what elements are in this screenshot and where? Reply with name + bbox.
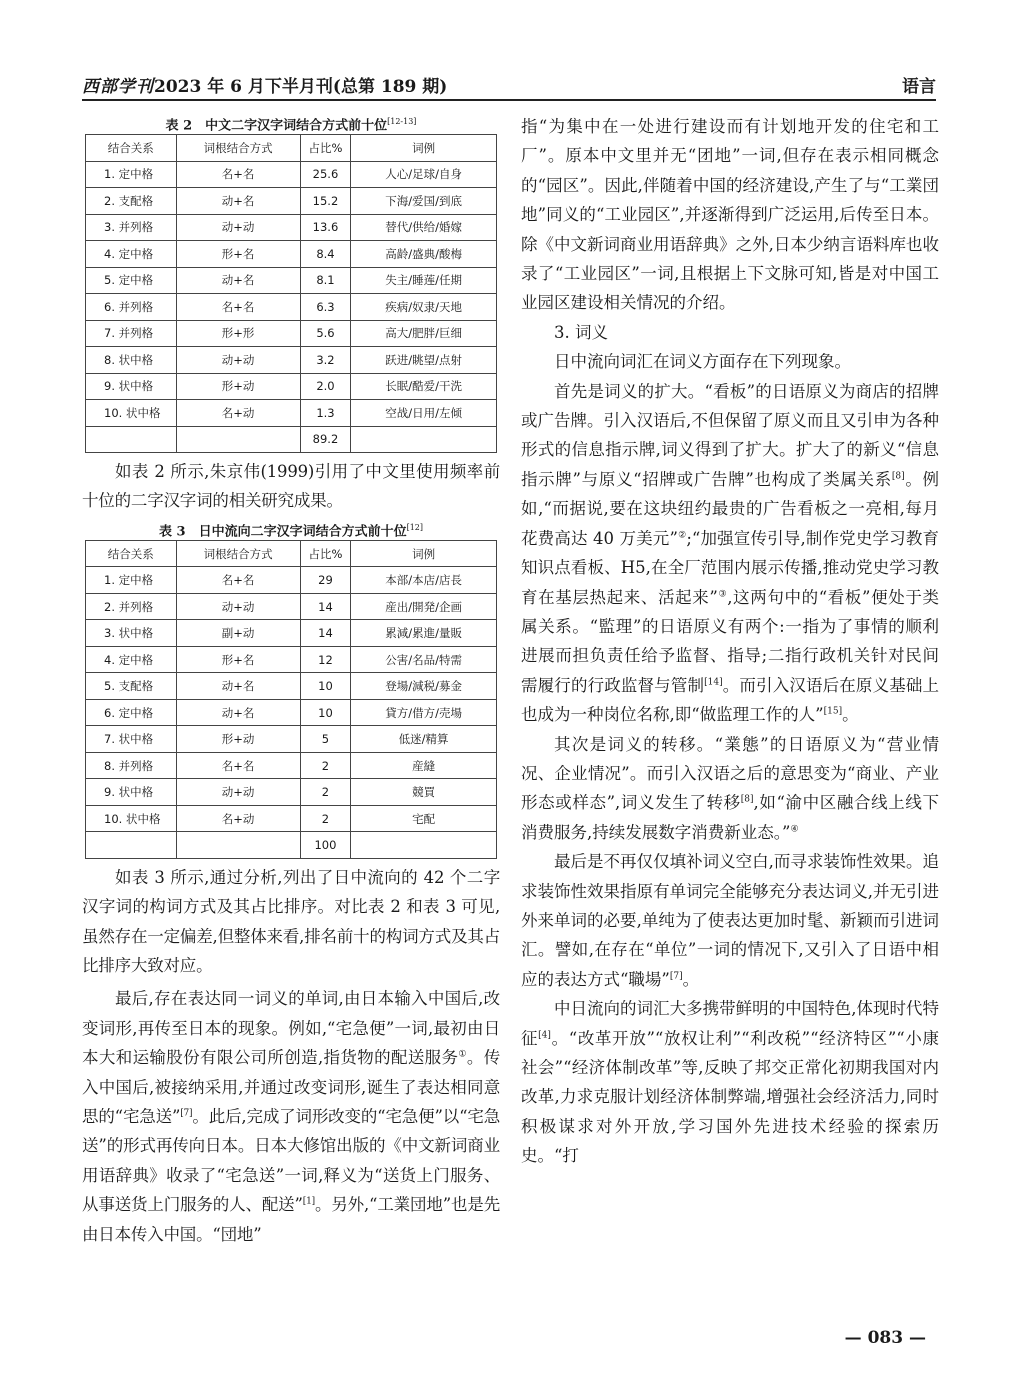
header-rule [82, 99, 936, 101]
table-cell: 12 [300, 646, 350, 673]
table-cell: 动+动 [176, 779, 300, 806]
journal-logo: 西部学刊 [82, 77, 154, 97]
table-cell: 6. 定中格 [86, 699, 177, 726]
paragraph: 日中流向词汇在词义方面存在下列现象。 [554, 352, 851, 372]
table-header-row [86, 540, 497, 567]
table-cell: 10. 状中格 [86, 805, 177, 832]
table-cell: 长眠/酷爱/干洗 [351, 373, 497, 400]
table-row [86, 752, 497, 779]
table3-ref: [12] [406, 522, 423, 532]
page-number: — 083 — [844, 1328, 926, 1348]
table-row [86, 593, 497, 620]
table-cell: 名+名 [176, 161, 300, 188]
table-cell: 4. 定中格 [86, 241, 177, 268]
table-row [86, 620, 497, 647]
table-cell: 6.3 [300, 294, 350, 321]
paragraph: 如表 3 所示,通过分析,列出了日中流向的 42 个二字汉字词的构词方式及其占比排序。对比表 2 和表 3 可见,虽然存在一定偏差,但整体来看,排名前十的构词方式及其占比排序大致对应。 [82, 867, 500, 976]
table-cell: 2 [300, 779, 350, 806]
table-cell: 公害/名品/特需 [351, 646, 497, 673]
section-heading: 3. 词义 [554, 322, 608, 342]
issue-info: 2023 年 6 月下半月刊(总第 189 期) [154, 77, 448, 97]
table-cell: 低迷/精算 [351, 726, 497, 753]
table-row [86, 188, 497, 215]
table-cell: 2.0 [300, 373, 350, 400]
table-cell: 登場/減税/募金 [351, 673, 497, 700]
table-row [86, 373, 497, 400]
table-cell: 9. 状中格 [86, 373, 177, 400]
table-cell: 貸方/借方/売場 [351, 699, 497, 726]
table-cell: 9. 状中格 [86, 779, 177, 806]
table-cell: 名+名 [176, 294, 300, 321]
table-cell [351, 832, 497, 859]
table-cell: 高龄/盛典/酸梅 [351, 241, 497, 268]
table-cell: 动+动 [176, 214, 300, 241]
table-cell: 名+动 [176, 805, 300, 832]
paragraph: 最后是不再仅仅填补词义空白,而寻求装饰性效果。追求装饰性效果指原有单词完全能够充分表达词义,并无引进外来单词的必要,单纯为了使表达更加时髦、新颖而引进词汇。譬如,在存在“单位”一词的情况下,又引入了日语中相应的表达方式“職場”[7]。 [521, 852, 939, 989]
right-column [521, 112, 939, 1171]
table-cell: 疾病/奴隶/天地 [351, 294, 497, 321]
table-cell: 5.6 [300, 320, 350, 347]
table-cell: 15.2 [300, 188, 350, 215]
table-row [86, 214, 497, 241]
table-cell: 10 [300, 673, 350, 700]
section-title: 语言 [902, 77, 936, 97]
table-cell: 动+名 [176, 673, 300, 700]
table-cell: 5 [300, 726, 350, 753]
table-row [86, 726, 497, 753]
table-cell: 3.2 [300, 347, 350, 374]
table-cell: 1.3 [300, 400, 350, 427]
table-cell: 形+名 [176, 646, 300, 673]
table-cell [86, 426, 177, 453]
table-cell: 动+名 [176, 188, 300, 215]
table-cell: 宅配 [351, 805, 497, 832]
table-cell [351, 426, 497, 453]
table-cell: 8.1 [300, 267, 350, 294]
table-cell: 形+动 [176, 373, 300, 400]
table-cell: 14 [300, 593, 350, 620]
paragraph: 指“为集中在一处进行建设而有计划地开发的住宅和工厂”。原本中文里并无“团地”一词,但存在表示相同概念的“园区”。因此,伴随着中国的经济建设,产生了与“工業団地”同义的“工业园区”,并逐渐得到广泛运用,后传至日本。除《中文新词商业用语辞典》之外,日本少纳言语料库也收录了“工业园区”一词,且根据上下文脉可知,皆是对中国工业园区建设相关情况的介绍。 [521, 117, 939, 313]
table-cell: 競買 [351, 779, 497, 806]
table2-ref: [12-13] [387, 117, 417, 126]
table-row [86, 779, 497, 806]
table-row [86, 267, 497, 294]
table-row [86, 426, 497, 453]
table-cell: 动+动 [176, 347, 300, 374]
table3 [85, 540, 497, 859]
table-cell: 13.6 [300, 214, 350, 241]
header-left [82, 72, 447, 97]
table2-caption: 表 2 中文二字汉字词结合方式前十位[12-13] [165, 117, 417, 134]
table-cell: 2 [300, 752, 350, 779]
table-cell [86, 832, 177, 859]
table-cell: 动+名 [176, 699, 300, 726]
table-cell: 29 [300, 567, 350, 594]
table-cell: 名+名 [176, 752, 300, 779]
table-cell: 14 [300, 620, 350, 647]
table-cell: 25.6 [300, 161, 350, 188]
table-cell: 3. 并列格 [86, 214, 177, 241]
table3-caption: 表 3 日中流向二字汉字词结合方式前十位[12] [159, 522, 423, 540]
table-cell: 7. 状中格 [86, 726, 177, 753]
table-row [86, 567, 497, 594]
table-cell: 累減/累進/量販 [351, 620, 497, 647]
table-cell: 3. 状中格 [86, 620, 177, 647]
table-header-cell: 词根结合方式 [176, 135, 300, 162]
paragraph: 其次是词义的转移。“業態”的日语原义为“营业情况、企业情况”。而引入汉语之后的意思变为“商业、产业形态或样态”,词义发生了转移[8],如“渝中区融合线上线下消费服务,持续发展数字消费新业态。”④ [521, 734, 939, 842]
table-cell: 8. 状中格 [86, 347, 177, 374]
paragraph: 中日流向的词汇大多携带鲜明的中国特色,体现时代特征[4]。“改革开放”“放权让利”“利改税”“经济特区”“小康社会”“经济体制改革”等,反映了邦交正常化初期我国对内改革,力求克服计划经济体制弊端,增强社会经济活力,同时积极谋求对外开放,学习国外先进技术经验的探索历史。“打 [521, 999, 940, 1166]
table-cell: 失主/睡莲/任期 [351, 267, 497, 294]
table-row [86, 320, 497, 347]
table-header-cell: 结合关系 [86, 540, 177, 567]
table-cell: 替代/供给/婚嫁 [351, 214, 497, 241]
table-row [86, 161, 497, 188]
table-row [86, 646, 497, 673]
table-row [86, 673, 497, 700]
table-cell: 跃进/眺望/点射 [351, 347, 497, 374]
paragraph: 如表 2 所示,朱京伟(1999)引用了中文里使用频率前十位的二字汉字词的相关研究成果。 [82, 462, 500, 511]
table-cell: 人心/足球/自身 [351, 161, 497, 188]
table-cell: 2. 并列格 [86, 593, 177, 620]
table-cell: 10. 状中格 [86, 400, 177, 427]
table-header-cell: 占比% [300, 540, 350, 567]
table-cell: 5. 支配格 [86, 673, 177, 700]
table-row [86, 241, 497, 268]
table-row [86, 347, 497, 374]
table-cell: 空战/日用/左倾 [351, 400, 497, 427]
table-cell: 6. 并列格 [86, 294, 177, 321]
table-cell: 形+动 [176, 726, 300, 753]
table-cell: 7. 并列格 [86, 320, 177, 347]
table-cell: 2. 支配格 [86, 188, 177, 215]
table-row [86, 699, 497, 726]
table2 [85, 134, 497, 453]
table-cell: 动+动 [176, 593, 300, 620]
table-header-cell: 词例 [351, 540, 497, 567]
table-cell: 形+名 [176, 241, 300, 268]
table-cell: 动+名 [176, 267, 300, 294]
table-row [86, 294, 497, 321]
table-cell: 副+动 [176, 620, 300, 647]
table-row [86, 832, 497, 859]
table-cell: 本部/本店/店長 [351, 567, 497, 594]
running-header [82, 70, 936, 98]
table-cell: 5. 定中格 [86, 267, 177, 294]
table-header-row [86, 135, 497, 162]
table-header-cell: 结合关系 [86, 135, 177, 162]
table-header-cell: 词例 [351, 135, 497, 162]
table-cell: 形+形 [176, 320, 300, 347]
table-cell: 8. 并列格 [86, 752, 177, 779]
table-cell: 産出/開発/企画 [351, 593, 497, 620]
table-cell: 4. 定中格 [86, 646, 177, 673]
table-cell [176, 832, 300, 859]
paragraph: 最后,存在表达同一词义的单词,由日本输入中国后,改变词形,再传至日本的现象。例如,“宅急便”一词,最初由日本大和运输股份有限公司所创造,指货物的配送服务①。传入中国后,被接纳采用,并通过改变词形,诞生了表达相同意思的“宅急送”[7]。此后,完成了词形改变的“宅急便”以“宅急送”的形式再传向日本。日本大修馆出版的《中文新词商业用语辞典》收录了“宅急送”一词,释义为“送货上门服务、从事送货上门服务的人、配送”[1]。另外,“工業団地”也是先由日本传入中国。“団地” [82, 989, 501, 1244]
table-cell: 89.2 [300, 426, 350, 453]
table-cell: 1. 定中格 [86, 567, 177, 594]
paragraph: 首先是词义的扩大。“看板”的日语原义为商店的招牌或广告牌。引入汉语后,不但保留了原义而且又引申为各种形式的信息指示牌,词义得到了扩大。扩大了的新义“信息指示牌”与原义“招牌或广告牌”也构成了类属关系[8]。例如,“而据说,要在这块纽约最贵的广告看板之一亮相,每月花费高达 40 万美元”②;“加强宣传引导,制作党史学习教育知识点看板、H5,在全厂范围内展示传播,推动党史学习教育在基层热起来、活起来”③,这两句中的“看板”便处于类属关系。“監理”的日语原义有两个:一指为了事情的顺利进展而担负责任给予监督、指导;二指行政机关针对民间需履行的行政监督与管制[14]。而引入汉语后在原义基础上也成为一种岗位名称,即“做监理工作的人”[15]。 [521, 381, 940, 725]
table-header-cell: 词根结合方式 [176, 540, 300, 567]
table-cell: 8.4 [300, 241, 350, 268]
table-cell: 名+动 [176, 400, 300, 427]
table-cell: 1. 定中格 [86, 161, 177, 188]
table-cell: 10 [300, 699, 350, 726]
table-cell: 100 [300, 832, 350, 859]
table-cell: 下海/爱国/到底 [351, 188, 497, 215]
table-header-cell: 占比% [300, 135, 350, 162]
table-row [86, 400, 497, 427]
left-column [82, 112, 500, 1249]
table-row [86, 805, 497, 832]
table-cell: 2 [300, 805, 350, 832]
table-cell: 名+名 [176, 567, 300, 594]
table-cell: 産縫 [351, 752, 497, 779]
table-cell: 高大/肥胖/巨细 [351, 320, 497, 347]
table-cell [176, 426, 300, 453]
